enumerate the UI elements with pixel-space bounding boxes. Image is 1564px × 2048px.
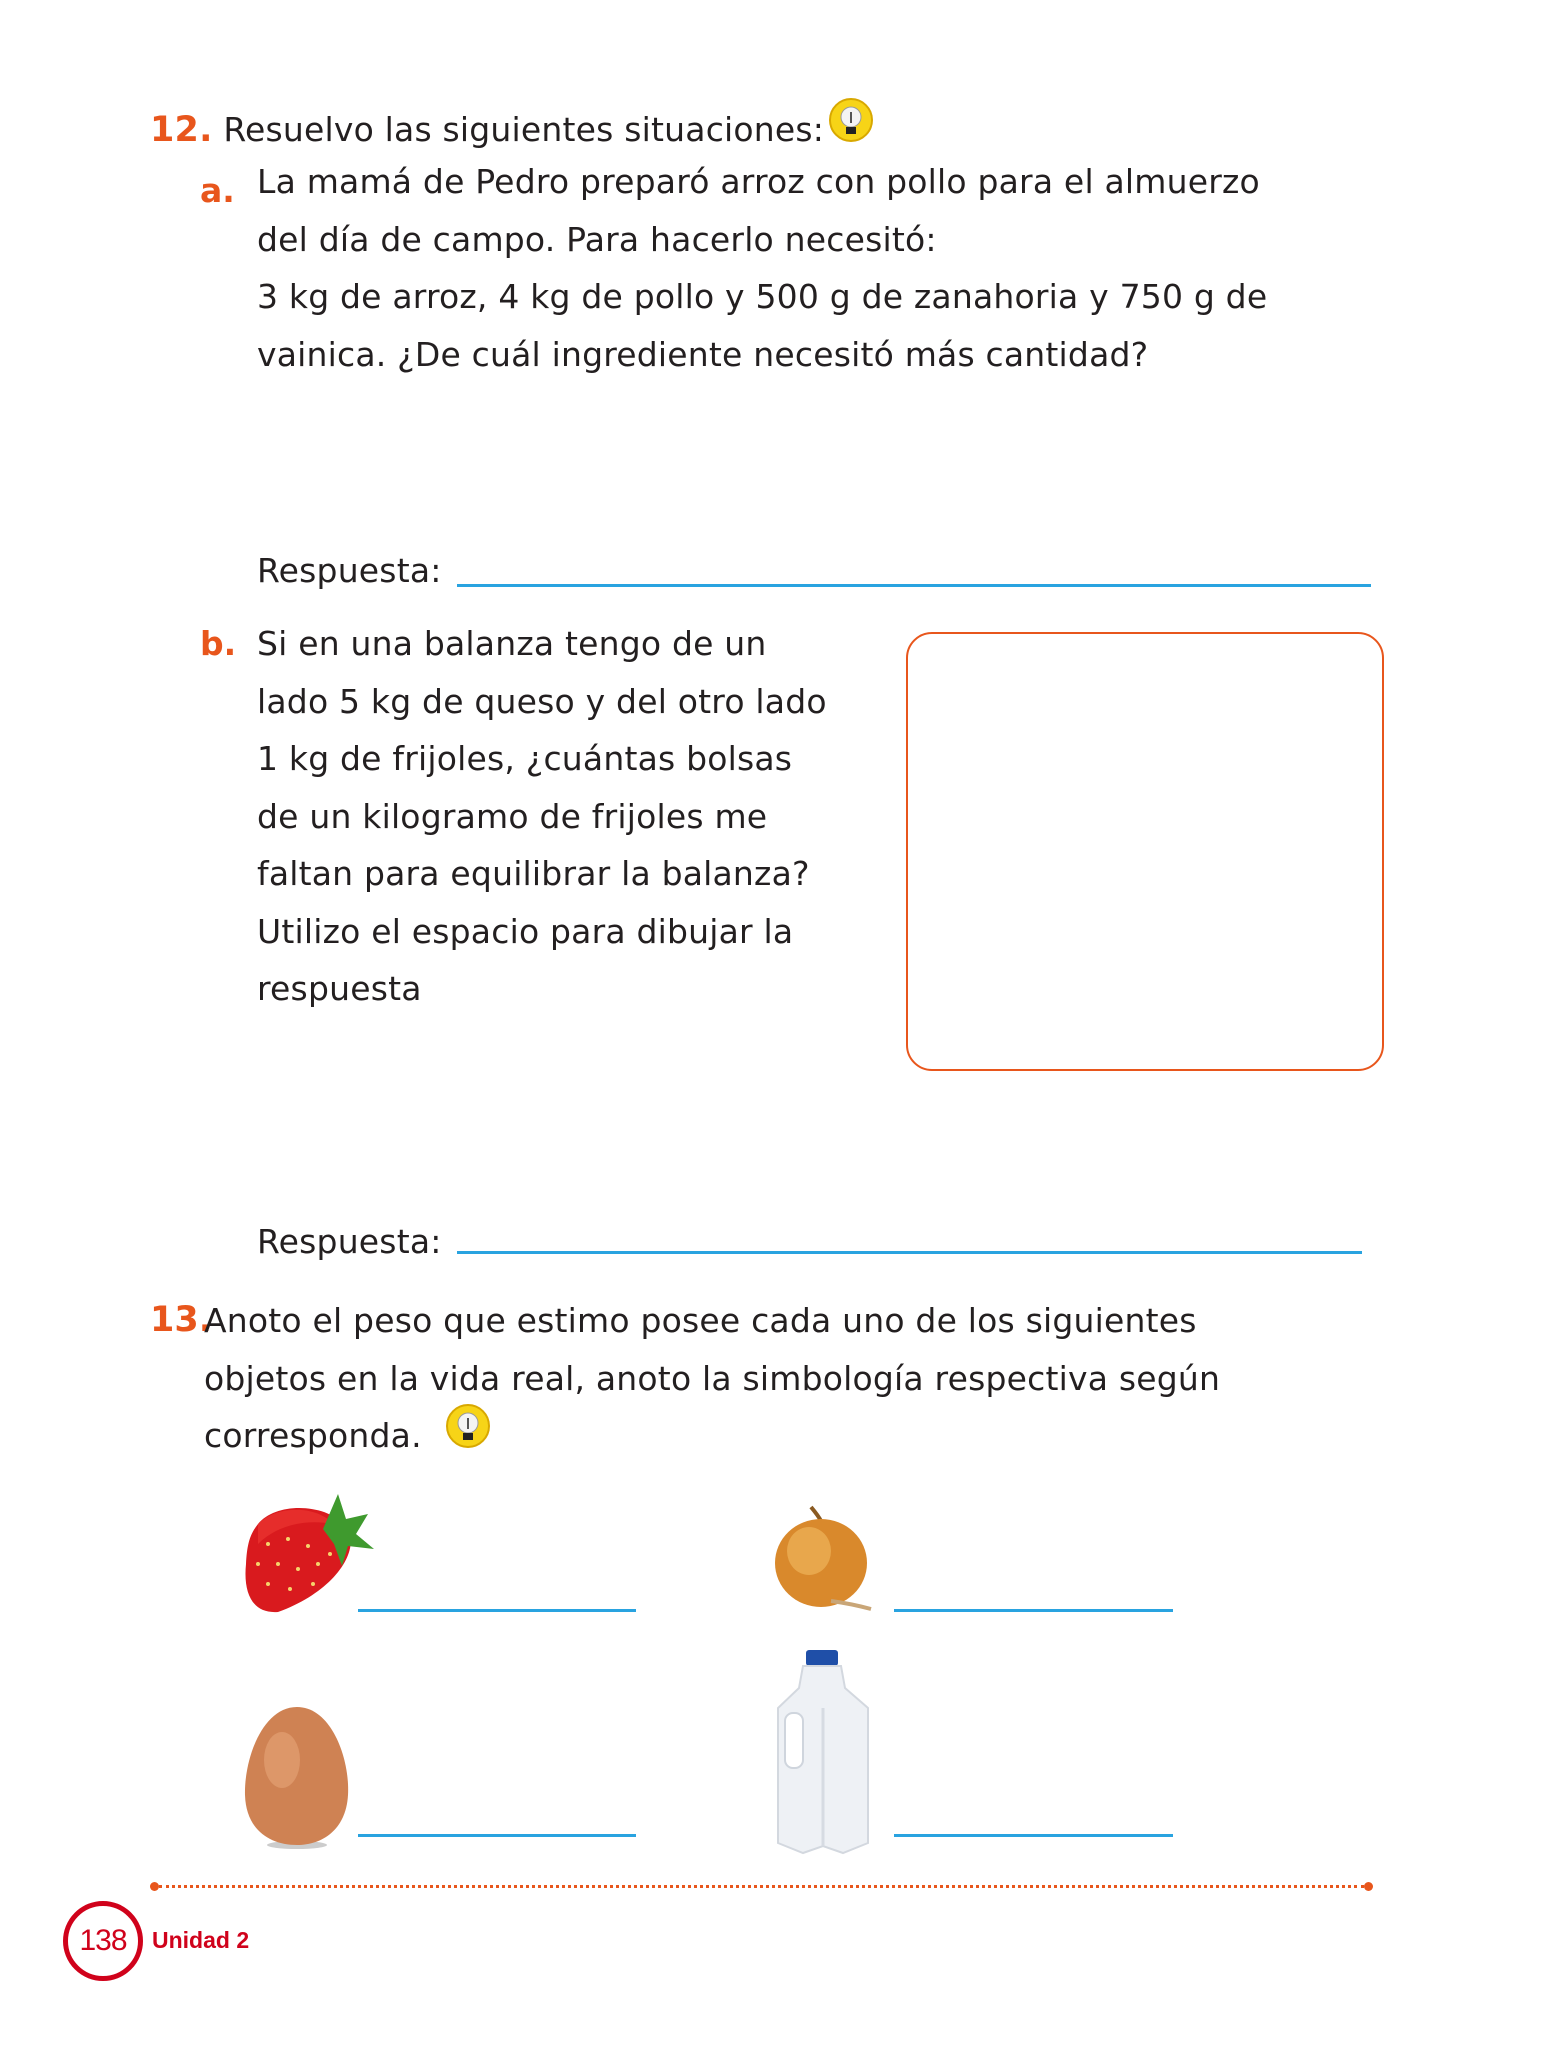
item-a-letter: a.: [200, 171, 235, 210]
text-line: Anoto el peso que estimo posee cada uno de los siguientes: [204, 1301, 1197, 1340]
milk-jug-image: [773, 1648, 873, 1856]
text-line: vainica. ¿De cuál ingrediente necesitó más cantidad?: [257, 334, 1149, 374]
text-line: respuesta: [257, 969, 422, 1008]
question-12-heading: [150, 101, 824, 160]
text-line: Si en una balanza tengo de un: [257, 624, 767, 663]
answer-label-b: Respuesta:: [257, 1222, 442, 1261]
footer-divider: [159, 1885, 1364, 1888]
divider-dot-right: [1364, 1882, 1373, 1891]
unit-label: Unidad 2: [152, 1927, 250, 1953]
onion-image: [771, 1503, 877, 1611]
lightbulb-icon: [829, 98, 873, 144]
item-a-text: [257, 153, 1267, 383]
text-line: de un kilogramo de frijoles me: [257, 796, 768, 836]
question-title: Resuelvo las siguientes situaciones:: [223, 110, 825, 149]
text-line: Utilizo el espacio para dibujar la: [257, 911, 794, 951]
question-number: 12.: [150, 110, 213, 150]
egg-image: [242, 1705, 352, 1850]
weight-line-onion[interactable]: [894, 1609, 1173, 1612]
weight-line-milk-jug[interactable]: [894, 1834, 1173, 1837]
question-13-text: [204, 1292, 1220, 1465]
drawing-box[interactable]: [906, 632, 1384, 1071]
strawberry-image: [238, 1484, 374, 1618]
question-number: 13.: [150, 1300, 213, 1340]
item-b-letter: b.: [200, 624, 237, 663]
answer-label-a: Respuesta:: [257, 551, 442, 590]
text-line: objetos en la vida real, anoto la simbología respectiva según: [204, 1358, 1221, 1398]
text-line: 1 kg de frijoles, ¿cuántas bolsas: [257, 739, 793, 778]
item-b-text: [257, 615, 827, 1018]
lightbulb-icon: [446, 1404, 490, 1450]
divider-dot-left: [150, 1882, 159, 1891]
page-number: 138: [63, 1901, 143, 1981]
text-line: lado 5 kg de queso y del otro lado: [257, 681, 827, 721]
text-line: 3 kg de arroz, 4 kg de pollo y 500 g de zanahoria y 750 g de: [257, 277, 1268, 316]
answer-line-b[interactable]: [457, 1251, 1362, 1254]
answer-line-a[interactable]: [457, 584, 1371, 587]
text-line: La mamá de Pedro preparó arroz con pollo para el almuerzo: [257, 162, 1260, 201]
weight-line-egg[interactable]: [358, 1834, 636, 1837]
text-line: faltan para equilibrar la balanza?: [257, 854, 810, 893]
text-line: del día de campo. Para hacerlo necesitó:: [257, 219, 937, 259]
text-line: corresponda.: [204, 1416, 422, 1455]
weight-line-strawberry[interactable]: [358, 1609, 636, 1612]
